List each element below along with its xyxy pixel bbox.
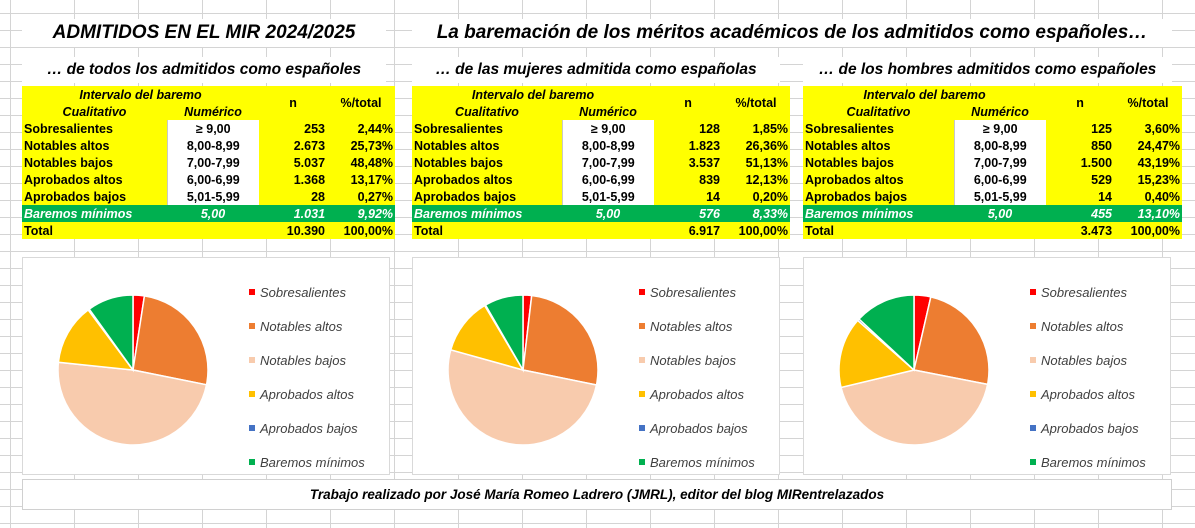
row-range: 7,00-7,99: [167, 154, 259, 171]
chart-legend: [639, 275, 755, 479]
row-n: 125: [1046, 120, 1114, 137]
legend-swatch: [1030, 323, 1036, 329]
legend-item: [639, 275, 755, 309]
pie-chart: [412, 257, 780, 475]
row-label: Notables altos: [412, 137, 562, 154]
legend-swatch: [249, 459, 255, 465]
row-label: Sobresalientes: [412, 120, 562, 137]
row-n: 455: [1046, 205, 1114, 222]
row-label: Notables bajos: [412, 154, 562, 171]
row-n: 1.368: [259, 171, 327, 188]
row-pct: 3,60%: [1114, 120, 1182, 137]
legend-item: [1030, 309, 1146, 343]
row-pct: 43,19%: [1114, 154, 1182, 171]
legend-swatch: [639, 391, 645, 397]
row-range: 6,00-6,99: [167, 171, 259, 188]
row-n: 529: [1046, 171, 1114, 188]
table-row-minimos: [22, 205, 395, 222]
row-n: 850: [1046, 137, 1114, 154]
legend-swatch: [639, 289, 645, 295]
row-empty: [562, 222, 654, 239]
row-range: 5,01-5,99: [562, 188, 654, 205]
table-row: [803, 188, 1182, 205]
table-row-total: [803, 222, 1182, 239]
row-range: 8,00-8,99: [562, 137, 654, 154]
row-label: Aprobados bajos: [412, 188, 562, 205]
row-pct: 15,23%: [1114, 171, 1182, 188]
legend-item: [249, 445, 365, 479]
legend-item: [1030, 275, 1146, 309]
row-label: Baremos mínimos: [803, 205, 954, 222]
row-n: 10.390: [259, 222, 327, 239]
table-row: [22, 154, 395, 171]
row-label: Aprobados bajos: [22, 188, 167, 205]
row-range: ≥ 9,00: [562, 120, 654, 137]
row-n: 6.917: [654, 222, 722, 239]
row-range: 5,00: [562, 205, 654, 222]
legend-swatch: [1030, 425, 1036, 431]
row-n: 2.673: [259, 137, 327, 154]
legend-label: Sobresalientes: [650, 284, 736, 300]
results-table: [412, 86, 790, 239]
chart-legend: [1030, 275, 1146, 479]
row-range: ≥ 9,00: [954, 120, 1046, 137]
table-header-row: [22, 86, 395, 103]
row-pct: 12,13%: [722, 171, 790, 188]
row-n: 576: [654, 205, 722, 222]
table-row: [22, 171, 395, 188]
row-range: 8,00-8,99: [954, 137, 1046, 154]
page-title-right: La baremación de los méritos académicos de los admitidos como españoles…: [412, 19, 1172, 47]
legend-label: Aprobados altos: [650, 386, 744, 402]
row-pct: 100,00%: [722, 222, 790, 239]
legend-swatch: [1030, 357, 1036, 363]
table-row: [412, 120, 790, 137]
row-label: Sobresalientes: [803, 120, 954, 137]
row-pct: 13,17%: [327, 171, 395, 188]
header-pct: %/total: [722, 86, 790, 120]
pie-svg: [443, 290, 603, 450]
legend-item: [1030, 377, 1146, 411]
row-label: Notables bajos: [803, 154, 954, 171]
header-numerico: Numérico: [954, 103, 1046, 120]
legend-item: [639, 309, 755, 343]
row-range: 6,00-6,99: [954, 171, 1046, 188]
row-label: Sobresalientes: [22, 120, 167, 137]
header-cualitativo: Cualitativo: [803, 103, 954, 120]
footer-credit: Trabajo realizado por José María Romeo Ladrero (JMRL), editor del blog MIRentrelazados: [22, 479, 1172, 510]
legend-label: Notables altos: [260, 318, 343, 334]
row-range: 5,00: [954, 205, 1046, 222]
legend-item: [249, 275, 365, 309]
row-n: 253: [259, 120, 327, 137]
legend-swatch: [639, 425, 645, 431]
legend-item: [639, 377, 755, 411]
legend-item: [639, 343, 755, 377]
chart-legend: [249, 275, 365, 479]
row-range: 7,00-7,99: [954, 154, 1046, 171]
table-row: [803, 120, 1182, 137]
row-n: 1.031: [259, 205, 327, 222]
row-label: Aprobados altos: [412, 171, 562, 188]
table-row: [803, 154, 1182, 171]
header-interval: Intervalo del baremo: [412, 86, 654, 103]
legend-label: Notables bajos: [1041, 352, 1127, 368]
table-row: [22, 120, 395, 137]
table-row: [803, 171, 1182, 188]
row-n: 5.037: [259, 154, 327, 171]
header-cualitativo: Cualitativo: [412, 103, 562, 120]
legend-swatch: [249, 425, 255, 431]
legend-label: Sobresalientes: [1041, 284, 1127, 300]
header-interval: Intervalo del baremo: [803, 86, 1046, 103]
row-label: Notables altos: [803, 137, 954, 154]
legend-item: [249, 377, 365, 411]
row-pct: 0,20%: [722, 188, 790, 205]
header-interval: Intervalo del baremo: [22, 86, 259, 103]
legend-item: [1030, 445, 1146, 479]
row-label: Aprobados altos: [803, 171, 954, 188]
row-n: 1.500: [1046, 154, 1114, 171]
legend-label: Baremos mínimos: [260, 454, 365, 470]
legend-swatch: [249, 357, 255, 363]
row-n: 128: [654, 120, 722, 137]
pie-svg: [834, 290, 994, 450]
row-label: Notables altos: [22, 137, 167, 154]
row-range: 8,00-8,99: [167, 137, 259, 154]
row-pct: 26,36%: [722, 137, 790, 154]
legend-label: Aprobados altos: [1041, 386, 1135, 402]
header-n: n: [1046, 86, 1114, 120]
row-pct: 0,27%: [327, 188, 395, 205]
panel-subtitle-mujeres: … de las mujeres admitida como españolas: [412, 57, 780, 83]
legend-label: Notables bajos: [260, 352, 346, 368]
legend-label: Baremos mínimos: [650, 454, 755, 470]
row-pct: 8,33%: [722, 205, 790, 222]
panel-subtitle-hombres: … de los hombres admitidos como españoles: [803, 57, 1172, 83]
row-pct: 25,73%: [327, 137, 395, 154]
legend-label: Notables bajos: [650, 352, 736, 368]
row-n: 1.823: [654, 137, 722, 154]
row-label: Aprobados bajos: [803, 188, 954, 205]
header-n: n: [259, 86, 327, 120]
row-label: Baremos mínimos: [412, 205, 562, 222]
row-pct: 24,47%: [1114, 137, 1182, 154]
row-n: 3.537: [654, 154, 722, 171]
row-label: Total: [803, 222, 954, 239]
legend-item: [249, 309, 365, 343]
row-empty: [954, 222, 1046, 239]
table-row-minimos: [412, 205, 790, 222]
results-table: [22, 86, 395, 239]
table-row: [412, 171, 790, 188]
row-range: ≥ 9,00: [167, 120, 259, 137]
legend-label: Baremos mínimos: [1041, 454, 1146, 470]
row-pct: 9,92%: [327, 205, 395, 222]
row-range: 6,00-6,99: [562, 171, 654, 188]
legend-swatch: [1030, 391, 1036, 397]
legend-label: Aprobados bajos: [1041, 420, 1139, 436]
table-header-row: [803, 86, 1182, 103]
row-n: 14: [1046, 188, 1114, 205]
legend-label: Aprobados bajos: [260, 420, 358, 436]
legend-label: Aprobados bajos: [650, 420, 748, 436]
page-title-left: ADMITIDOS EN EL MIR 2024/2025: [22, 19, 386, 47]
legend-swatch: [639, 323, 645, 329]
header-numerico: Numérico: [167, 103, 259, 120]
row-pct: 13,10%: [1114, 205, 1182, 222]
pie-slice-notables-altos: [133, 296, 208, 385]
table-row: [803, 137, 1182, 154]
row-n: 3.473: [1046, 222, 1114, 239]
row-pct: 48,48%: [327, 154, 395, 171]
legend-item: [639, 445, 755, 479]
legend-item: [249, 411, 365, 445]
legend-item: [639, 411, 755, 445]
panel-subtitle-todos: … de todos los admitidos como españoles: [22, 57, 386, 83]
row-label: Aprobados altos: [22, 171, 167, 188]
table-row-minimos: [803, 205, 1182, 222]
table-row: [22, 137, 395, 154]
legend-label: Sobresalientes: [260, 284, 346, 300]
table-row-total: [412, 222, 790, 239]
legend-swatch: [639, 357, 645, 363]
legend-swatch: [249, 323, 255, 329]
row-range: 5,01-5,99: [167, 188, 259, 205]
legend-swatch: [249, 391, 255, 397]
table-row: [412, 154, 790, 171]
table-row: [412, 137, 790, 154]
row-label: Total: [412, 222, 562, 239]
pie-svg: [53, 290, 213, 450]
legend-swatch: [1030, 289, 1036, 295]
row-empty: [167, 222, 259, 239]
row-label: Baremos mínimos: [22, 205, 167, 222]
legend-swatch: [249, 289, 255, 295]
table-row: [412, 188, 790, 205]
table-row-total: [22, 222, 395, 239]
table-header-row: [412, 86, 790, 103]
results-table: [803, 86, 1182, 239]
row-n: 28: [259, 188, 327, 205]
legend-label: Aprobados altos: [260, 386, 354, 402]
header-pct: %/total: [327, 86, 395, 120]
row-label: Notables bajos: [22, 154, 167, 171]
row-pct: 2,44%: [327, 120, 395, 137]
header-n: n: [654, 86, 722, 120]
header-numerico: Numérico: [562, 103, 654, 120]
pie-chart: [803, 257, 1171, 475]
legend-label: Notables altos: [1041, 318, 1124, 334]
legend-swatch: [1030, 459, 1036, 465]
row-range: 7,00-7,99: [562, 154, 654, 171]
row-pct: 1,85%: [722, 120, 790, 137]
legend-swatch: [639, 459, 645, 465]
row-pct: 100,00%: [327, 222, 395, 239]
row-label: Total: [22, 222, 167, 239]
row-pct: 100,00%: [1114, 222, 1182, 239]
row-n: 839: [654, 171, 722, 188]
row-range: 5,01-5,99: [954, 188, 1046, 205]
legend-item: [1030, 411, 1146, 445]
row-n: 14: [654, 188, 722, 205]
row-range: 5,00: [167, 205, 259, 222]
header-pct: %/total: [1114, 86, 1182, 120]
legend-item: [1030, 343, 1146, 377]
legend-item: [249, 343, 365, 377]
table-row: [22, 188, 395, 205]
pie-chart: [22, 257, 390, 475]
header-cualitativo: Cualitativo: [22, 103, 167, 120]
legend-label: Notables altos: [650, 318, 733, 334]
row-pct: 51,13%: [722, 154, 790, 171]
row-pct: 0,40%: [1114, 188, 1182, 205]
